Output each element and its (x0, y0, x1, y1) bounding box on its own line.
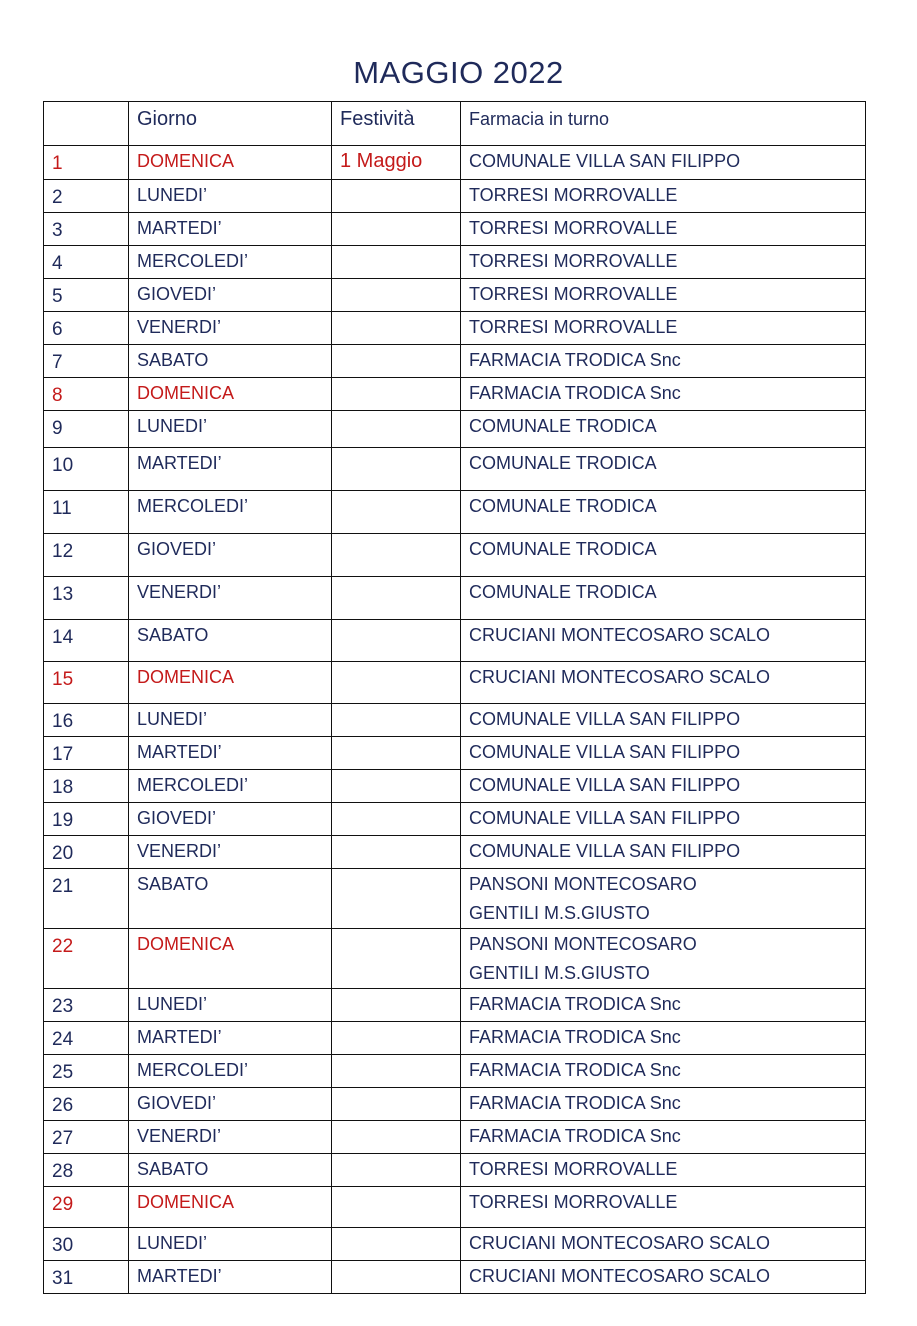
day-number-cell: 7 (44, 345, 129, 378)
table-row (44, 312, 866, 345)
farmacia-name: TORRESI MORROVALLE (469, 284, 678, 304)
festivita-cell (332, 577, 461, 620)
festivita-cell (332, 704, 461, 737)
farmacia-cell (461, 246, 866, 279)
farmacia-name: COMUNALE VILLA SAN FILIPPO (469, 841, 741, 861)
weekday-cell: VENERDI’ (129, 836, 332, 869)
farmacia-cell (461, 213, 866, 246)
day-number-cell: 10 (44, 448, 129, 491)
weekday-cell: MARTEDI’ (129, 1261, 332, 1294)
farmacia-name: GENTILI M.S.GIUSTO (469, 903, 650, 923)
table-row (44, 620, 866, 662)
farmacia-cell (461, 411, 866, 448)
day-number-cell: 12 (44, 534, 129, 577)
farmacia-name: FARMACIA TRODICA Snc (469, 1060, 681, 1080)
festivita-cell (332, 491, 461, 534)
weekday-cell: SABATO (129, 620, 332, 662)
weekday-cell: DOMENICA (129, 378, 332, 411)
day-number-cell: 31 (44, 1261, 129, 1294)
table-row (44, 1228, 866, 1261)
table-row (44, 146, 866, 180)
festivita-cell (332, 411, 461, 448)
table-row (44, 411, 866, 448)
farmacia-cell (461, 1261, 866, 1294)
weekday-cell: LUNEDI’ (129, 411, 332, 448)
farmacia-cell (461, 737, 866, 770)
weekday-cell: MERCOLEDI’ (129, 1055, 332, 1088)
weekday-cell: LUNEDI’ (129, 989, 332, 1022)
farmacia-name: COMUNALE TRODICA (469, 496, 657, 516)
table-row (44, 1121, 866, 1154)
weekday-cell: MERCOLEDI’ (129, 246, 332, 279)
festivita-cell: 1 Maggio (332, 146, 461, 180)
table-header-row (44, 102, 866, 146)
farmacia-name: COMUNALE TRODICA (469, 453, 657, 473)
farmacia-cell (461, 1088, 866, 1121)
weekday-cell: GIOVEDI’ (129, 803, 332, 836)
farmacia-cell (461, 534, 866, 577)
weekday-cell: MARTEDI’ (129, 737, 332, 770)
weekday-cell: DOMENICA (129, 929, 332, 989)
day-number-cell: 11 (44, 491, 129, 534)
day-number-cell: 6 (44, 312, 129, 345)
table-row (44, 662, 866, 704)
weekday-cell: MERCOLEDI’ (129, 770, 332, 803)
weekday-cell: DOMENICA (129, 1187, 332, 1228)
festivita-cell (332, 836, 461, 869)
farmacia-name: PANSONI MONTECOSARO (469, 874, 697, 894)
festivita-cell (332, 620, 461, 662)
festivita-cell (332, 1022, 461, 1055)
day-number-cell: 30 (44, 1228, 129, 1261)
table-row (44, 929, 866, 989)
table-row (44, 1022, 866, 1055)
farmacia-cell (461, 1187, 866, 1228)
farmacia-cell (461, 1121, 866, 1154)
table-row (44, 989, 866, 1022)
festivita-cell (332, 1154, 461, 1187)
day-number-cell: 27 (44, 1121, 129, 1154)
weekday-cell: MERCOLEDI’ (129, 491, 332, 534)
day-number-cell: 4 (44, 246, 129, 279)
table-row (44, 180, 866, 213)
farmacia-name: COMUNALE VILLA SAN FILIPPO (469, 808, 741, 828)
table-row (44, 836, 866, 869)
farmacia-name: FARMACIA TRODICA Snc (469, 383, 681, 403)
table-row (44, 737, 866, 770)
day-number-cell: 20 (44, 836, 129, 869)
farmacia-name: TORRESI MORROVALLE (469, 317, 678, 337)
farmacia-cell (461, 312, 866, 345)
farmacia-name: COMUNALE TRODICA (469, 416, 657, 436)
farmacia-cell (461, 378, 866, 411)
farmacia-name: TORRESI MORROVALLE (469, 185, 678, 205)
farmacia-cell (461, 989, 866, 1022)
day-number-cell: 9 (44, 411, 129, 448)
farmacia-name: FARMACIA TRODICA Snc (469, 1027, 681, 1047)
farmacia-cell (461, 929, 866, 989)
weekday-cell: LUNEDI’ (129, 1228, 332, 1261)
day-number-cell: 3 (44, 213, 129, 246)
farmacia-cell (461, 491, 866, 534)
table-row (44, 534, 866, 577)
festivita-cell (332, 737, 461, 770)
farmacia-cell (461, 836, 866, 869)
weekday-cell: VENERDI’ (129, 577, 332, 620)
day-number-cell: 24 (44, 1022, 129, 1055)
table-row (44, 491, 866, 534)
farmacia-cell (461, 146, 866, 180)
weekday-cell: GIOVEDI’ (129, 534, 332, 577)
header-giorno: Giorno (129, 102, 332, 146)
farmacia-name: COMUNALE VILLA SAN FILIPPO (469, 151, 741, 171)
day-number-cell: 17 (44, 737, 129, 770)
table-row (44, 213, 866, 246)
day-number-cell: 18 (44, 770, 129, 803)
farmacia-cell (461, 1228, 866, 1261)
header-festivita: Festività (332, 102, 461, 146)
festivita-cell (332, 345, 461, 378)
day-number-cell: 19 (44, 803, 129, 836)
farmacia-cell (461, 180, 866, 213)
day-number-cell: 5 (44, 279, 129, 312)
weekday-cell: MARTEDI’ (129, 1022, 332, 1055)
day-number-cell: 16 (44, 704, 129, 737)
festivita-cell (332, 662, 461, 704)
page-title: MAGGIO 2022 (353, 55, 564, 90)
festivita-cell (332, 929, 461, 989)
day-number-cell: 8 (44, 378, 129, 411)
farmacia-name: COMUNALE VILLA SAN FILIPPO (469, 709, 741, 729)
farmacia-name: COMUNALE TRODICA (469, 582, 657, 602)
festivita-cell (332, 1187, 461, 1228)
farmacia-cell (461, 803, 866, 836)
farmacia-cell (461, 620, 866, 662)
festivita-cell (332, 770, 461, 803)
weekday-cell: SABATO (129, 345, 332, 378)
farmacia-name: FARMACIA TRODICA Snc (469, 994, 681, 1014)
table-row (44, 246, 866, 279)
festivita-cell (332, 534, 461, 577)
farmacia-name: TORRESI MORROVALLE (469, 218, 678, 238)
pharmacy-schedule-table (43, 101, 866, 1294)
table-row (44, 770, 866, 803)
festivita-cell (332, 1055, 461, 1088)
table-row (44, 1154, 866, 1187)
farmacia-name: GENTILI M.S.GIUSTO (469, 963, 650, 983)
farmacia-name: FARMACIA TRODICA Snc (469, 1126, 681, 1146)
festivita-cell (332, 180, 461, 213)
weekday-cell: GIOVEDI’ (129, 1088, 332, 1121)
festivita-cell (332, 1228, 461, 1261)
farmacia-cell (461, 704, 866, 737)
festivita-cell (332, 448, 461, 491)
table-row (44, 803, 866, 836)
day-number-cell: 23 (44, 989, 129, 1022)
festivita-cell (332, 312, 461, 345)
farmacia-name: CRUCIANI MONTECOSARO SCALO (469, 667, 771, 687)
festivita-cell (332, 1088, 461, 1121)
farmacia-cell (461, 1055, 866, 1088)
day-number-cell: 22 (44, 929, 129, 989)
festivita-cell (332, 989, 461, 1022)
table-row (44, 869, 866, 929)
farmacia-name: PANSONI MONTECOSARO (469, 934, 697, 954)
day-number-cell: 21 (44, 869, 129, 929)
weekday-cell: LUNEDI’ (129, 704, 332, 737)
farmacia-name: TORRESI MORROVALLE (469, 251, 678, 271)
festivita-cell (332, 803, 461, 836)
weekday-cell: LUNEDI’ (129, 180, 332, 213)
farmacia-name: FARMACIA TRODICA Snc (469, 350, 681, 370)
farmacia-cell (461, 345, 866, 378)
weekday-cell: SABATO (129, 1154, 332, 1187)
farmacia-name: TORRESI MORROVALLE (469, 1159, 678, 1179)
festivita-cell (332, 246, 461, 279)
weekday-cell: MARTEDI’ (129, 213, 332, 246)
farmacia-cell (461, 1022, 866, 1055)
table-row (44, 1187, 866, 1228)
festivita-cell (332, 869, 461, 929)
table-row (44, 704, 866, 737)
festivita-cell (332, 1121, 461, 1154)
farmacia-name: TORRESI MORROVALLE (469, 1192, 678, 1212)
table-row (44, 279, 866, 312)
weekday-cell: VENERDI’ (129, 1121, 332, 1154)
day-number-cell: 14 (44, 620, 129, 662)
table-row (44, 345, 866, 378)
festivita-cell (332, 378, 461, 411)
weekday-cell: DOMENICA (129, 146, 332, 180)
farmacia-cell (461, 577, 866, 620)
festivita-cell (332, 1261, 461, 1294)
farmacia-name: CRUCIANI MONTECOSARO SCALO (469, 1266, 771, 1286)
festivita-cell (332, 279, 461, 312)
farmacia-name: COMUNALE TRODICA (469, 539, 657, 559)
weekday-cell: MARTEDI’ (129, 448, 332, 491)
day-number-cell: 13 (44, 577, 129, 620)
farmacia-cell (461, 662, 866, 704)
farmacia-cell (461, 869, 866, 929)
farmacia-name: COMUNALE VILLA SAN FILIPPO (469, 742, 741, 762)
table-row (44, 1261, 866, 1294)
table-row (44, 1055, 866, 1088)
table-row (44, 577, 866, 620)
weekday-cell: SABATO (129, 869, 332, 929)
farmacia-cell (461, 770, 866, 803)
weekday-cell: VENERDI’ (129, 312, 332, 345)
farmacia-cell (461, 279, 866, 312)
day-number-cell: 15 (44, 662, 129, 704)
day-number-cell: 25 (44, 1055, 129, 1088)
festivita-cell (332, 213, 461, 246)
farmacia-name: CRUCIANI MONTECOSARO SCALO (469, 1233, 771, 1253)
table-row (44, 378, 866, 411)
day-number-cell: 2 (44, 180, 129, 213)
farmacia-name: COMUNALE VILLA SAN FILIPPO (469, 775, 741, 795)
weekday-cell: DOMENICA (129, 662, 332, 704)
day-number-cell: 29 (44, 1187, 129, 1228)
table-row (44, 448, 866, 491)
table-row (44, 1088, 866, 1121)
weekday-cell: GIOVEDI’ (129, 279, 332, 312)
day-number-cell: 1 (44, 146, 129, 180)
farmacia-name: CRUCIANI MONTECOSARO SCALO (469, 625, 771, 645)
header-farmacia: Farmacia in turno (461, 102, 866, 146)
farmacia-name: FARMACIA TRODICA Snc (469, 1093, 681, 1113)
farmacia-cell (461, 1154, 866, 1187)
day-number-cell: 28 (44, 1154, 129, 1187)
farmacia-cell (461, 448, 866, 491)
day-number-cell: 26 (44, 1088, 129, 1121)
header-day-number (44, 102, 129, 146)
